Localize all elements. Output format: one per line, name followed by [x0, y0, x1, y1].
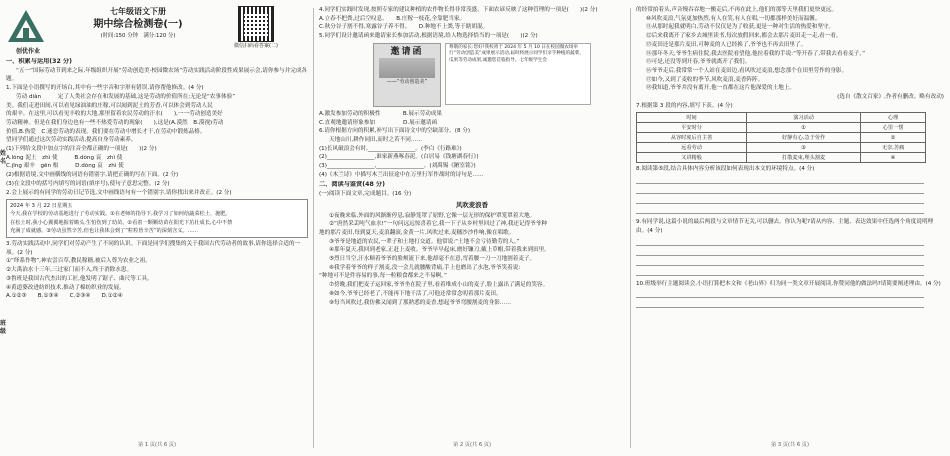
passage-line: 的经常拍着头,声音慢吞吞地一搬走后,不再在此上,他们的那等天里我们更快更远。: [636, 7, 838, 13]
passage-line: ⑨每当风吹过,我仿佛又闻到了那熟悉的麦香,想起爷爷弯腰割麦的身影……: [329, 299, 511, 306]
passage-line: ⑪从那时起我就明白,劳动不仅仅是为了收获,更是一种对生活的热爱和坚守。: [646, 24, 835, 31]
question-10: 10.班级举行主题阅读会,小语打算把本文和《老山界》归为同一类文章开展阅读,你赞同他的做法吗?请简要阐述理由。(4 分): [636, 280, 941, 287]
passage-line: ③爷爷是地道的农民,一辈子和土地打交道。他常说:“土地不会亏待勤劳的人。”: [329, 238, 520, 245]
poster-image: [373, 43, 441, 107]
option-line: A.lóng 泥土 zhì 使 B.dòng 哀 zhì 使: [6, 154, 123, 161]
passage-line: 望同学们通过这次劳动实践活动,提高自身劳动素养。: [6, 137, 137, 144]
subsection-heading: (一)阅读下面文章,完成题目。(16 分): [319, 191, 412, 198]
answer-line[interactable]: [636, 246, 924, 256]
qr-code-icon[interactable]: [238, 6, 274, 42]
question-5: 5.同学们设计邀请函来邀请家长参加活动,根据语境,给人物选择恰当的一项是( )(2 分): [319, 33, 538, 40]
brand-logo-icon: [6, 8, 46, 48]
column-divider: [313, 8, 314, 448]
answer-line[interactable]: [636, 236, 924, 246]
passage-line: ⑫后来我离开了家乡去城里读书,每次放假回来,都会去那片麦田走一走,看一看。: [646, 33, 842, 40]
passage-line: ⑬麦田还是那片麦田,可种麦的人已经换了,爷爷也不再去田里了。: [646, 41, 807, 48]
passage-line: 劳动 diàn 定了人类社会存在和发展的基础,这是劳动的价值所在;无论是“农事体验”: [16, 93, 236, 100]
question-6: 6.请你根据方向的积累,补写出下面诗文中的空缺部分。(8 分): [319, 128, 471, 135]
fill-line: (3)_________________,_________________。(刘禹锡《陋室铭》): [319, 163, 476, 170]
section-heading: 一、积累与运用(32 分): [6, 58, 72, 65]
list-item: ③鲁班是我国古代杰出的工匠,他发明了锯子、曲尺等工具。: [6, 275, 153, 282]
table-cell[interactable]: ①: [747, 123, 861, 133]
page-footer: 第 2 页(共 6 页): [453, 442, 491, 449]
table-row: [637, 153, 926, 163]
table-cell: 平安时分: [637, 123, 747, 133]
answer-line[interactable]: [636, 204, 924, 214]
passage-line: 美。我们走进田间,可以看见绿油油的庄稼,可以闻到泥土的芳香,可以体会到劳动人民: [6, 102, 213, 109]
passage-line: 的艰辛。在这里,可以看见丰收的大地,那里留着农民劳动的汗水( ),一一劳动创造美好: [6, 111, 223, 118]
passage-line: ⑯爷爷走后,我常常一个人站在麦田边,看风吹过麦浪,想念那个在田里劳作的身影。: [646, 67, 848, 74]
passage-line: ②“唐然采丢吨气血水!”一句问远远惊喜着它,我一下子从乡村里回过了神,我还记得爷爷种: [329, 221, 547, 228]
passage-line: “种地可不是件容易的事,每一粒粮食都来之不易啊。”: [319, 273, 447, 280]
table-cell: 心里一愣: [861, 123, 926, 133]
diary-box: [6, 199, 308, 238]
answer-table: [636, 112, 926, 163]
diary-line: 在松土时,我小心翼翼地握着锄头,生怕伤到了幼苗。②看着一颗颗幼苗在阳光下茁壮成长,心中不禁: [10, 219, 233, 226]
qr-caption: 微信扫码看答案(二): [234, 43, 278, 49]
table-cell[interactable]: ②: [861, 133, 926, 143]
source-note: (选自《散文百家》,作者有删改。略有改动): [837, 94, 944, 101]
question-1b: (2)根据语境,文中画横线的词语有错别字,请把正确的写在下面。(2 分): [6, 172, 179, 179]
list-item: ①“绎系作物”,神农尝百草,教民稼穑,被后人尊为农业之祖。: [6, 258, 151, 265]
poster-illustration-icon: [379, 58, 435, 78]
page-title: 期中综合检测卷(一): [93, 19, 183, 30]
table-cell: 无奈,苦痛: [861, 143, 926, 153]
poster-title: 邀请函: [390, 46, 424, 57]
answer-line[interactable]: [636, 256, 924, 266]
list-item: ②大禹治水十三年,三过家门而不入,终于消除水患。: [6, 267, 133, 274]
table-row: [637, 143, 926, 153]
option-line: A.激发参加劳动的积极性 B.展示劳动成果: [319, 110, 442, 117]
option-line: C.秋分谷子割不得,寒露谷子养不得。 D.种地不上粪,等于瞎胡混。: [319, 24, 489, 31]
fill-line: (2)_________________,谁家新燕啄春泥。(白居易《钱塘湖春行》): [319, 154, 479, 161]
diary-line: 2024 年 3 月 22 日星期五: [10, 203, 73, 210]
page-footer: 第 1 页(共 6 页): [138, 442, 176, 449]
exam-meta: (时间:150 分钟 满分:120 分): [100, 33, 176, 39]
exam-header: [6, 6, 308, 56]
passage-line: ⑧如今,爷爷已经老了,不能再下地干活了,可他还常常念叨着那片麦田。: [329, 290, 502, 297]
column-divider: [630, 8, 631, 448]
passage-line: ⑥我学着爷爷的样子割麦,没一会儿就腰酸背痛,手上也磨出了水泡,爷爷笑着说:: [329, 264, 521, 271]
table-header-row: [637, 113, 926, 123]
side-label-name: 姓名: [0, 150, 7, 165]
table-cell: 远看劳动: [637, 143, 747, 153]
passage-line: ⑤烈日当空,汗水顺着爷爷的脸颊流下来,他却毫不在意,弯着腰一刀一刀地割着麦子。: [329, 256, 536, 263]
page-column-1: [6, 6, 308, 450]
fill-line: (4)《木兰诗》中描写木兰出征途中在万里行军作战时的诗句是……: [319, 171, 484, 178]
table-header: 心理: [861, 113, 926, 123]
question-7: 7.根据第 3 段的内容,填写下表。(4 分): [636, 102, 733, 109]
option-line: C.jīng 艰辛 gēn 根 D.dòng 哀 zhì 使: [6, 163, 124, 170]
page-footer: 第 3 页(共 6 页): [771, 442, 809, 449]
passage-line: 劳动精神。但是在我们身边也有一些不热爱劳动的现象( ),这是(A.漠然 B.漠视)劳动: [6, 119, 224, 126]
table-header: 演习活动: [747, 113, 861, 123]
passage-line: ⑰如今,又到了麦收的季节,风吹麦浪,麦香阵阵。: [646, 76, 764, 83]
passage-line: ⑭那年冬天,爷爷生病住院,我去医院看望他,他拉着我的手说:“等开春了,带我去看看麦子。”: [646, 50, 865, 57]
side-label-class: 班级: [0, 320, 7, 335]
list-item: ④黄道婆改进纺织技术,推动了棉纺织业的发展。: [6, 284, 125, 291]
passage-line: 价值,B.热爱 C.迷恋劳动的表现。我们要在劳动中增长才干,在劳动中锻炼品格。: [6, 128, 206, 135]
answer-line[interactable]: [636, 184, 924, 194]
page-column-3: [636, 6, 944, 450]
passage-line: ⑮可是,还没等到开春,爷爷就离开了我们。: [646, 59, 751, 66]
answer-line[interactable]: [636, 298, 924, 308]
answer-line[interactable]: [636, 174, 924, 184]
table-cell[interactable]: ④: [861, 153, 926, 163]
invitation-poster: [373, 43, 593, 107]
answer-line[interactable]: [636, 194, 924, 204]
passage-line: ⑱我知道,爷爷并没有离开,他一直都在这片他深爱的土地上。: [646, 85, 795, 92]
intro-text: “五一”国际劳动节到来之际,年级组织开展“劳动创造美·校园微农场”劳动实践活动阶段性成果展示会,请你参与并完成各题。: [6, 67, 308, 83]
grade-subject: 七年级语文下册: [110, 7, 166, 16]
question-8: 8.阅读第⑤段,结合具体内容分析该段如何表现出本文的环境特点。(4 分): [636, 166, 815, 173]
table-cell: 从容时度后自主善: [637, 133, 747, 143]
question-3: 3.劳动实践活动中,同学们对劳动产生了不同的认识。下面是同学们搜集的关于我国古代劳动者的故事,请你选择合适的一项。(2 分): [6, 241, 301, 256]
answer-line[interactable]: [636, 266, 924, 276]
section-heading: 二、阅读与鉴赏(48 分): [319, 181, 385, 189]
diary-line: 今天,我在学校的劳动基地进行了劳动实践。①在老师的指导下,我学习了如何给蔬菜松土、施肥。: [10, 211, 231, 218]
passage-line: ⑦傍晚,我们把麦子运回家,爷爷坐在院子里,看着堆成小山的麦子,脸上露出了满足的笑容。: [329, 282, 549, 289]
fill-line: 天地山川,耕作同田,而时之若不同……: [329, 136, 423, 143]
option-line: C.直观地邀请形象参加 D.展示邀请函: [319, 119, 438, 126]
question-1: 1.下面是小语撰写的开场白,其中有一些字音和字形有错误,请你帮他修改。(4 分): [6, 85, 204, 92]
diary-line: 充满了成就感。③劳动虽然辛苦,但也让我体会到了“粒粒皆辛苦”的深刻含义。……: [10, 227, 199, 234]
option-line: A.立春不把粪,过后空叹息。 B.庄稼一枝花,全靠肥当家。: [319, 15, 466, 22]
poster-caption: ——“劳动创造美”: [386, 78, 428, 85]
passage-line: 地的那片麦田,每到夏天,麦浪翻滚,金黄一片,风吹过来,麦穗沙沙作响,像在唱歌。: [319, 229, 515, 236]
table-row: [637, 123, 926, 133]
brand-name: 创优作业: [15, 48, 40, 55]
table-cell: 又讲精般: [637, 153, 747, 163]
passage-title: 风吹麦浪香: [456, 200, 488, 209]
passage-line: ⑩风吹麦浪,气氛更加热烈,有人在笑,有人在唱,一切都那样美好而温馨。: [646, 15, 821, 22]
title-box: [68, 6, 208, 41]
invitation-letter: 尊敬的家长:您好!我校将于 2024 年 5 月 10 日在校园微农场举行“劳动创造美”成果展示活动,届时将展示同学们亲手种植的蔬菜、瓜果等劳动成果,诚邀您莅临指导。七年级学生会: [445, 43, 591, 105]
question-1a: (1)下列给文段中加点字的注音全都正确的一项是( )(2 分): [6, 146, 157, 153]
question-1c: (3)在文段中的括号内填写的词语(填序号),使句子意思完整。(2 分): [6, 180, 170, 187]
question-4: 4.同学们实践时发现,按照专家的建议种植的农作物长得非常茂盛。下面农谚反映了这种管理的一项是( )(2 分): [319, 7, 598, 13]
fill-line: (1)长风破浪会有时,_________________。(李白《行路难》): [319, 145, 462, 152]
table-cell: 好静有心,急于劳作: [747, 133, 861, 143]
passage-line: ④那年夏天,我回到老家,正赶上麦收。爷爷早早起床,磨好镰刀,戴上草帽,带着我来到田里。: [329, 247, 550, 254]
question-9: 9.有同学说,这篇小说的最后两段与文章情节无关,可以删去。你认为呢?请从内容、主题、表达效果中任选两个角度说明理由。(4 分): [636, 219, 934, 234]
table-row: [637, 133, 926, 143]
option-line: A.①②③ B.①③④ C.②③④ D.①②④: [6, 293, 123, 300]
table-cell[interactable]: ③: [747, 143, 861, 153]
page-column-2: [319, 6, 625, 450]
answer-line[interactable]: [636, 288, 924, 298]
passage-line: ①夜晚来临,外面的风渐渐停息,寂静笼罩了原野,它像一层无形的保护罩笼罩着大地。: [329, 212, 536, 219]
question-2: 2.会上展示的有同学的劳动日记节选,文中画线语句有一个错别字,请你找出来并改正。(2 分): [6, 189, 232, 196]
table-cell: 打散麦束,埋头割麦: [747, 153, 861, 163]
table-header: 时间: [637, 113, 747, 123]
